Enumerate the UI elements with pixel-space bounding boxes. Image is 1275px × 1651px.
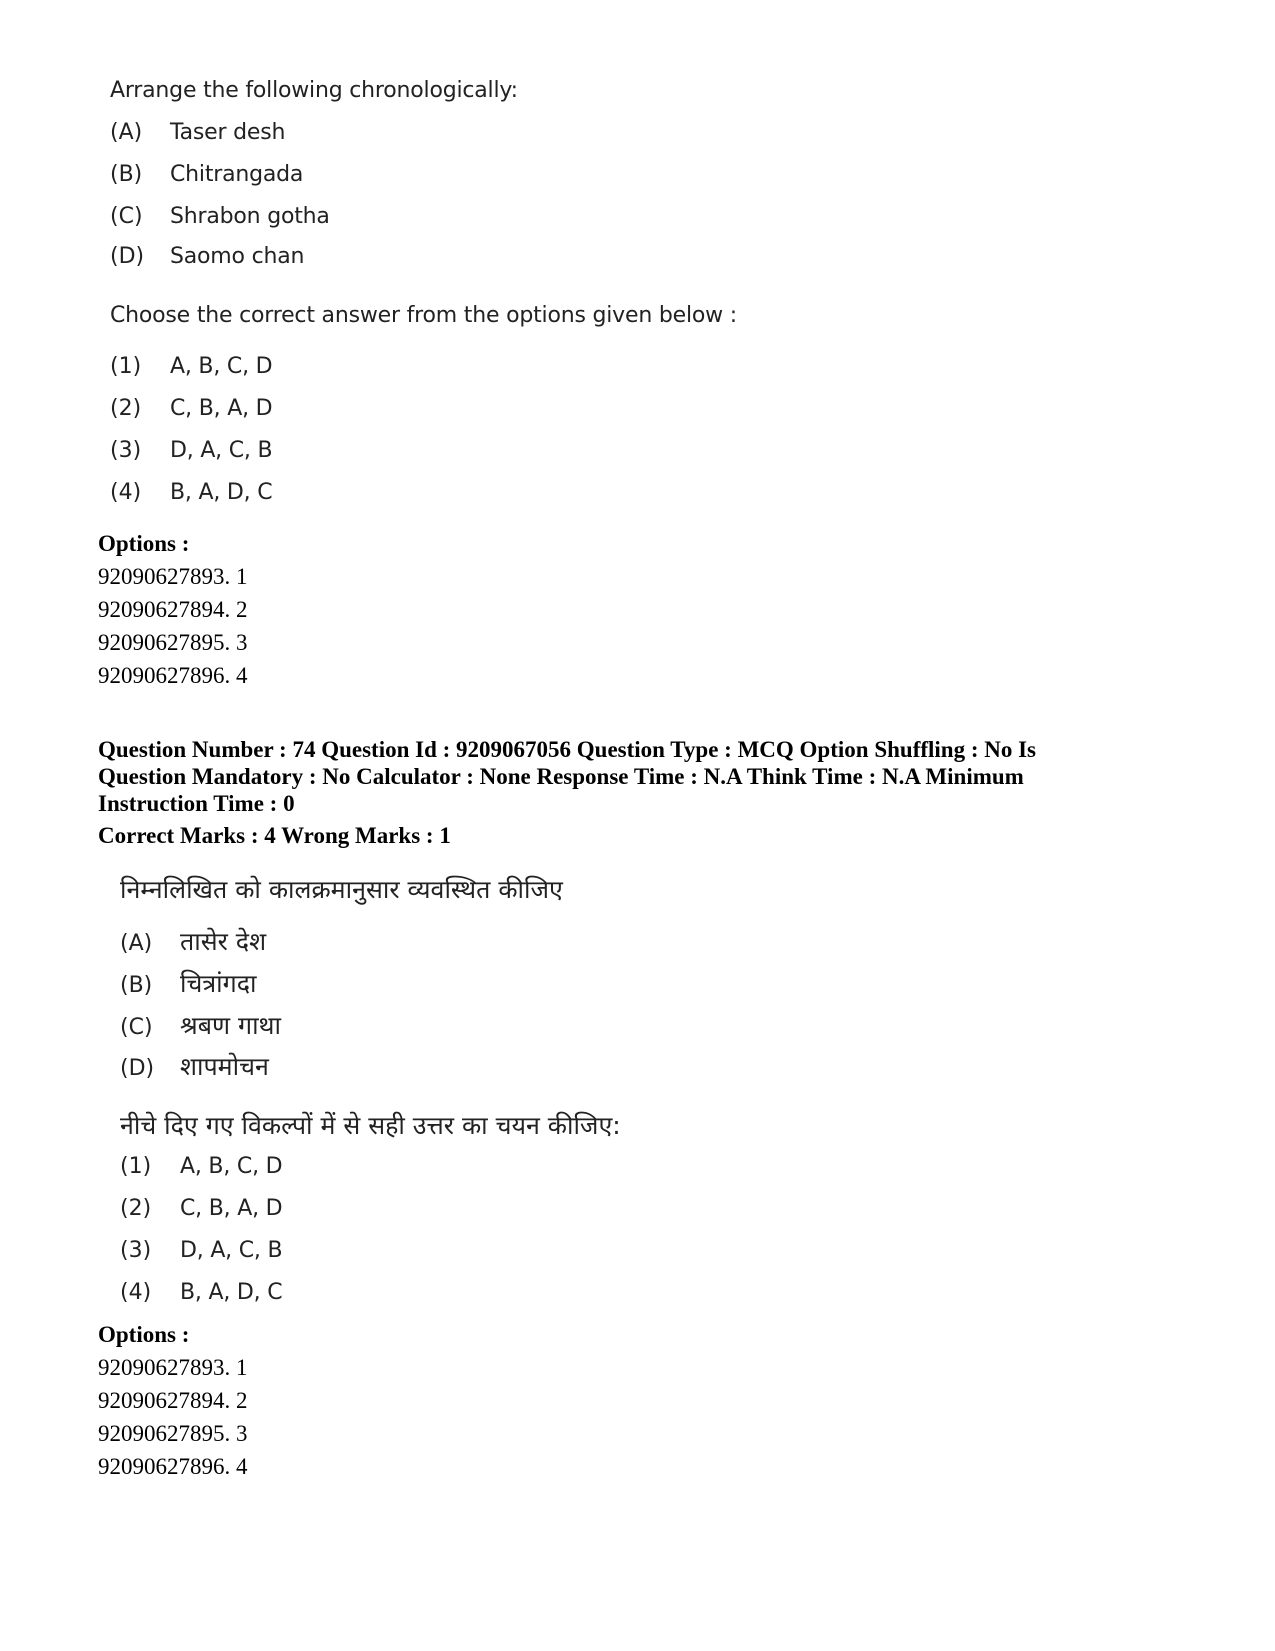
- question-meta-line: Question Mandatory : No Calculator : None Response Time : N.A Think Time : N.A Minimum: [98, 764, 1024, 789]
- item-label: (C): [120, 1015, 153, 1040]
- list-item: [110, 120, 285, 145]
- list-item: [120, 1008, 281, 1042]
- option-id: 92090627896. 4: [98, 1454, 248, 1479]
- choice-label: (2): [120, 1196, 152, 1221]
- question-stem: Arrange the following chronologically:: [110, 78, 518, 103]
- option-id: 92090627893. 1: [98, 1355, 248, 1380]
- option-id: 92090627894. 2: [98, 1388, 248, 1413]
- option-id: 92090627894. 2: [98, 597, 248, 622]
- list-item: [110, 162, 303, 187]
- answer-instruction: Choose the correct answer from the options given below :: [110, 303, 737, 328]
- item-label: (D): [120, 1056, 155, 1081]
- option-id: 92090627893. 1: [98, 564, 248, 589]
- choice-text: B, A, D, C: [180, 1280, 283, 1305]
- list-item: [120, 1049, 269, 1083]
- item-text: Taser desh: [170, 120, 286, 145]
- list-item: [110, 204, 330, 229]
- item-text: शापमोचन: [180, 1052, 269, 1081]
- choice-text: C, B, A, D: [180, 1196, 283, 1221]
- choice-label: (2): [110, 396, 142, 421]
- choice-item: [120, 1154, 282, 1179]
- choice-label: (4): [120, 1280, 152, 1305]
- item-label: (B): [120, 973, 153, 998]
- item-text: श्रबण गाथा: [180, 1011, 281, 1040]
- question-meta-line: Question Number : 74 Question Id : 9209067056 Question Type : MCQ Option Shuffling : No Is: [98, 737, 1037, 762]
- choice-label: (3): [120, 1238, 152, 1263]
- choice-item: [120, 1238, 282, 1263]
- options-heading: Options :: [98, 531, 190, 556]
- choice-item: [120, 1196, 282, 1221]
- choice-text: A, B, C, D: [180, 1154, 283, 1179]
- options-heading: Options :: [98, 1322, 190, 1347]
- option-id: 92090627895. 3: [98, 630, 248, 655]
- choice-text: D, A, C, B: [170, 438, 273, 463]
- item-label: (B): [110, 162, 143, 187]
- list-item: [110, 244, 304, 269]
- item-label: (A): [110, 120, 143, 145]
- choice-text: C, B, A, D: [170, 396, 273, 421]
- choice-label: (1): [120, 1154, 152, 1179]
- item-text: Chitrangada: [170, 162, 304, 187]
- choice-label: (1): [110, 354, 142, 379]
- question-meta-line: Instruction Time : 0: [98, 791, 295, 816]
- item-text: Shrabon gotha: [170, 204, 330, 229]
- choice-label: (3): [110, 438, 142, 463]
- item-text: चित्रांगदा: [180, 969, 257, 998]
- choice-text: B, A, D, C: [170, 480, 273, 505]
- item-label: (A): [120, 931, 153, 956]
- choice-item: [110, 438, 272, 463]
- option-id: 92090627896. 4: [98, 663, 248, 688]
- item-text: तासेर देश: [180, 927, 267, 956]
- option-id: 92090627895. 3: [98, 1421, 248, 1446]
- choice-label: (4): [110, 480, 142, 505]
- list-item: [120, 924, 266, 958]
- question-stem: निम्नलिखित को कालक्रमानुसार व्यवस्थित कीजिए: [120, 875, 563, 904]
- item-label: (C): [110, 204, 143, 229]
- choice-item: [120, 1280, 282, 1305]
- marks-line: Correct Marks : 4 Wrong Marks : 1: [98, 823, 451, 848]
- choice-item: [110, 396, 272, 421]
- choice-text: D, A, C, B: [180, 1238, 283, 1263]
- choice-item: [110, 354, 272, 379]
- item-text: Saomo chan: [170, 244, 305, 269]
- list-item: [120, 966, 256, 1000]
- choice-text: A, B, C, D: [170, 354, 273, 379]
- item-label: (D): [110, 244, 145, 269]
- choice-item: [110, 480, 272, 505]
- answer-instruction: नीचे दिए गए विकल्पों में से सही उत्तर का चयन कीजिए:: [120, 1111, 621, 1140]
